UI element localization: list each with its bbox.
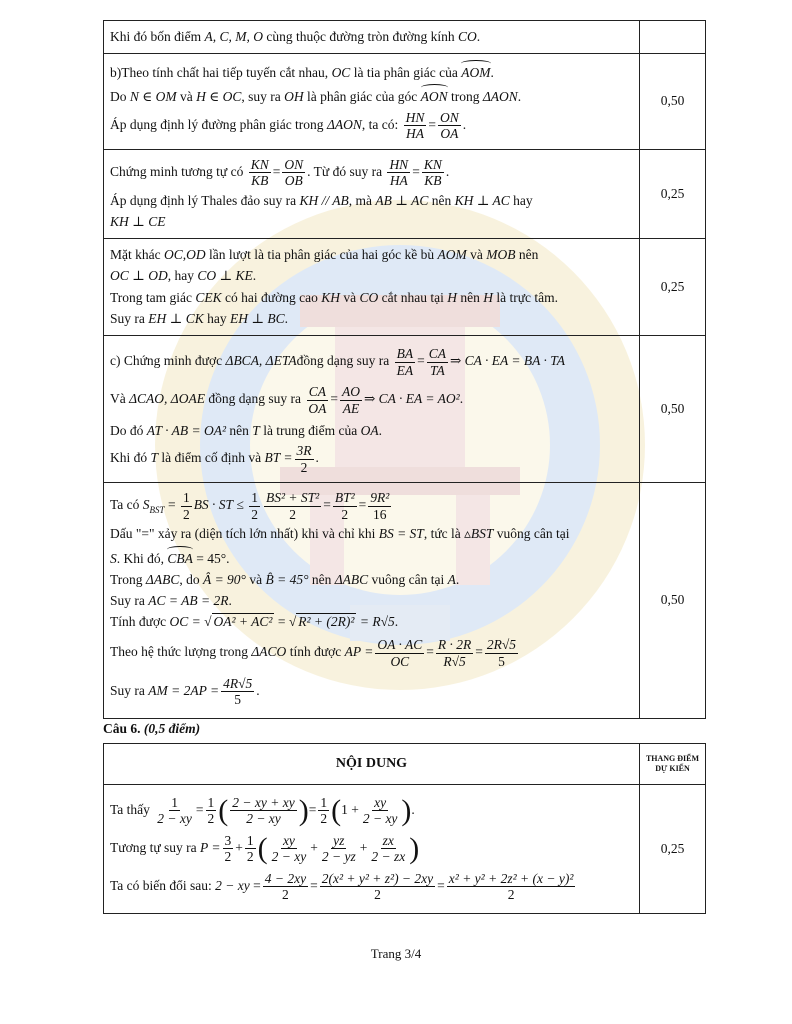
fraction: $\frac{ON}{OB}$ — [284, 156, 304, 189]
score-cell: 0,50 — [640, 483, 706, 718]
fraction: $\frac{2R√5}{5}$ — [486, 637, 517, 669]
fraction: $\frac{AO}{AE}$ — [341, 384, 360, 416]
fraction: $\frac{\text{BT²}}{2}$ — [334, 490, 355, 522]
score-cell: 0,25 — [640, 239, 706, 336]
fraction: $\frac{BA}{EA}$ — [396, 346, 414, 378]
table-header-row — [104, 743, 706, 784]
score-header: THANG ĐIỂM DỰ KIẾN — [640, 743, 706, 784]
fraction: $\frac{1}{2}$ — [182, 490, 190, 522]
fraction: $\frac{4 - 2xy}{2}$ — [264, 870, 307, 903]
fraction: $\frac{2 - xy + xy}{2 - xy}$ — [232, 794, 295, 827]
solution-row-1 — [104, 21, 706, 54]
solution-table — [103, 20, 706, 719]
solution-row-4: Mặt khác OC,OD lần lượt là tia phân giác của hai góc kề bù AOM và MOB nên OC ⊥ OD, hay CO ⊥ KE. Trong tam giác CEK có hai đường cao KH và CO cắt nhau tại H nên H là trực tâm. Suy ra EH ⊥ CK hay EH ⊥ BC. 0,25 — [104, 239, 706, 336]
fraction: $\frac{ON}{OA}$ — [440, 109, 459, 142]
line: Khi đó bốn điểm A, C, M, O cùng thuộc đường tròn đường kính CO. — [110, 29, 481, 44]
fraction: $\frac{\text{2(x² + y² + z²) − 2xy}}{2}$ — [321, 870, 434, 903]
score-cell: 0,25 — [640, 149, 706, 238]
fraction: $\frac{yz}{2 - yz}$ — [321, 832, 356, 865]
fraction: $\frac{KN}{KB}$ — [250, 156, 269, 189]
fraction: $\frac{CA}{TA}$ — [428, 346, 446, 378]
fraction: $\frac{1}{2}$ — [246, 832, 254, 865]
fraction: $\frac{\text{x² + y² + 2z² + (x − y)²}}{2}$ — [448, 870, 574, 903]
fraction: $\frac{3}{2}$ — [224, 832, 232, 865]
page-footer: Trang 3/4 — [370, 946, 422, 961]
question-6-heading: Câu 6. (0,5 điểm) — [103, 720, 201, 736]
fraction: $\frac{1}{2}$ — [251, 490, 258, 522]
question-6-table — [103, 743, 706, 914]
fraction: $\frac{\text{9R²}}{16}$ — [370, 490, 390, 522]
solution-row-2: b)Theo tính chất hai tiếp tuyến cắt nhau, OC là tia phân giác của AOM. Do N ∈ OM và H ∈ OC, suy ra OH là phân giác của góc AON trong ΔAON. Áp dụng định lý đường phân giác trong ΔAON, ta có: $\frac{HN}{HA}$ = $\frac{ON}{OA}$ . 0,50 — [104, 54, 706, 149]
fraction: $\frac{OA \cdot AC}{OC}$ — [377, 637, 423, 669]
score-cell: 0,50 — [640, 336, 706, 483]
fraction: $\frac{4R√5}{5}$ — [223, 675, 253, 708]
fraction: $\frac{xy}{2 - xy}$ — [362, 794, 398, 827]
solution-row-q6: Ta thấy $\frac{1}{2 - xy}$ = $\frac{1}{2}$ ( $\frac{2 - xy + xy}{2 - xy}$ )= $\frac{1}{2}$ (1 + $\frac{xy}{2 - xy}$ ). Tương tự suy ra P = $\frac{3}{2}$ + $\frac{1}{2}$ ( $\frac{xy}{2 - xy}$ + $\frac{yz}{2 - yz}$ + $\frac{zx}{2 - zx}$ ) Ta có biến đổi sau: 2 − xy = $\frac{4 - 2xy}{2}$ = $\frac{\text{2(x² + y² + z²) − 2xy}}{2}$ = $\frac{\text{x² + y² + 2z² + (x − y)²}}{2}$ 0,25 — [104, 784, 706, 913]
fraction: $\frac{3R}{2}$ — [296, 443, 312, 475]
fraction: $\frac{HN}{HA}$ — [405, 109, 425, 142]
score-cell-empty — [640, 21, 706, 54]
fraction: $\frac{\text{BS² + ST²}}{2}$ — [266, 490, 320, 522]
score-cell: 0,50 — [640, 54, 706, 149]
fraction: $\frac{zx}{2 - zx}$ — [371, 832, 406, 865]
solution-row-6: Ta có $S_{BST}$ = $\frac{1}{2}$ BS · ST ≤ $\frac{1}{2}$ $\frac{\text{BS² + ST²}}{2}$ = $\frac{\text{BT²}}{2}$ = $\frac{\text{9R²}}{16}$ Dấu "=" xảy ra (diện tích lớn nhất) khi và chỉ khi BS = ST, tức là ▵BST vuông cân tại S. Khi đó, CBA = 45°. Trong ΔABC, do Â = 90° và B̂ = 45° nên ΔABC vuông cân tại A. Suy ra AC = AB = 2R. Tính được OC = √ OA² + AC² = √ R² + (2R)² = R√5. Theo hệ thức lượng trong ΔACO tính được AP = $\frac{OA \cdot AC}{OC}$ = $\frac{R \cdot 2R}{R√5}$ = $\frac{2R√5}{5}$ Suy ra AM = 2AP = $\frac{4R√5}{5}$ . 0,50 — [104, 483, 706, 718]
fraction: $\frac{KN}{KB}$ — [423, 156, 442, 189]
solution-row-5: c) Chứng minh được ΔBCA, ΔETAđồng dạng suy ra $\frac{BA}{EA}$ = $\frac{CA}{TA}$ ⇒ CA · EA = BA · TA Và ΔCAO, ΔOAE đồng dạng suy ra $\frac{CA}{OA}$ = $\frac{AO}{AE}$ ⇒ CA · EA = AO². Do đó AT · AB = OA² nên T là trung điểm của OA. Khi đó T là điểm cố định và BT = $\frac{3R}{2}$ . 0,50 — [104, 336, 706, 483]
fraction: $\frac{1}{2 - xy}$ — [157, 794, 192, 827]
fraction: $\frac{R \cdot 2R}{R√5}$ — [437, 637, 472, 669]
fraction: $\frac{CA}{OA}$ — [308, 384, 327, 416]
content-header: NỘI DUNG — [104, 743, 640, 784]
fraction: $\frac{1}{2}$ — [320, 794, 328, 827]
fraction: $\frac{xy}{2 - xy}$ — [271, 832, 307, 865]
score-cell: 0,25 — [640, 784, 706, 913]
solution-row-3: Chứng minh tương tự có $\frac{KN}{KB}$ = $\frac{ON}{OB}$ . Từ đó suy ra $\frac{HN}{HA}$ = $\frac{KN}{KB}$ . Áp dụng định lý Thales đảo suy ra KH // AB, mà AB ⊥ AC nên KH ⊥ AC hay KH ⊥ CE 0,25 — [104, 149, 706, 238]
fraction: $\frac{1}{2}$ — [207, 794, 215, 827]
fraction: $\frac{HN}{HA}$ — [389, 156, 409, 189]
